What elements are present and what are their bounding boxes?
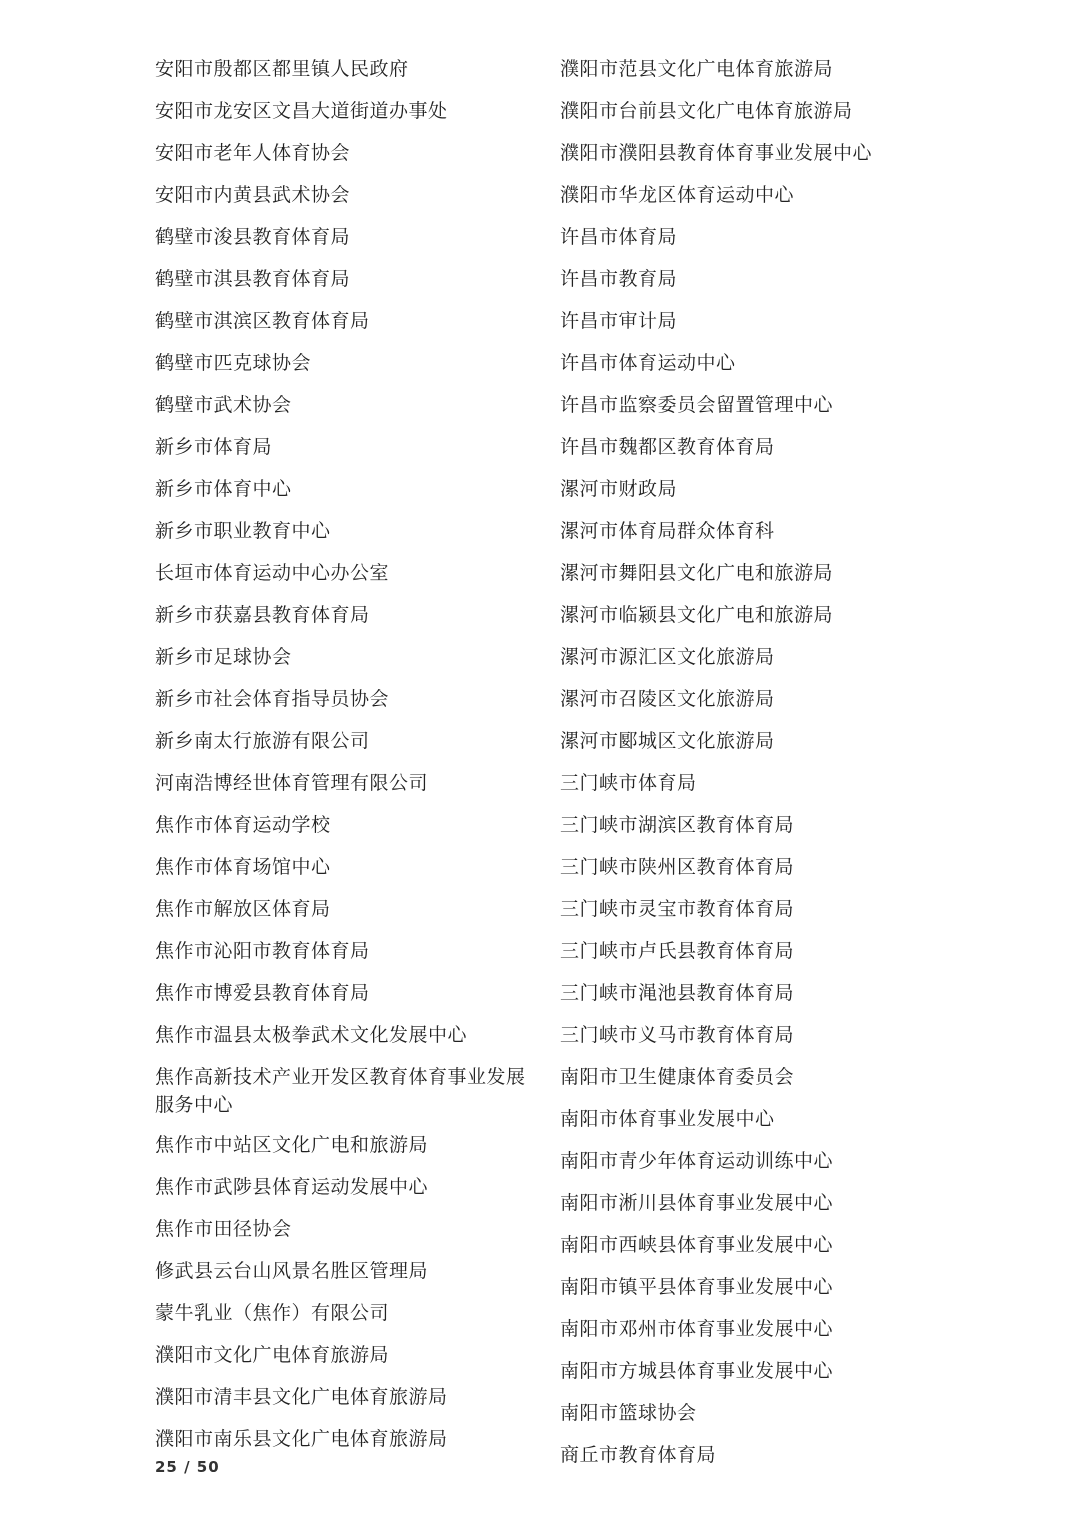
list-item: 许昌市监察委员会留置管理中心 bbox=[560, 394, 834, 416]
list-item: 三门峡市渑池县教育体育局 bbox=[560, 982, 795, 1004]
list-item: 漯河市体育局群众体育科 bbox=[560, 520, 775, 542]
list-item: 焦作市博爱县教育体育局 bbox=[155, 982, 370, 1004]
list-item: 焦作市田径协会 bbox=[155, 1218, 292, 1240]
list-item: 南阳市镇平县体育事业发展中心 bbox=[560, 1276, 834, 1298]
list-item: 修武县云台山风景名胜区管理局 bbox=[155, 1260, 429, 1282]
list-item: 焦作市武陟县体育运动发展中心 bbox=[155, 1176, 429, 1198]
list-item: 濮阳市台前县文化广电体育旅游局 bbox=[560, 100, 853, 122]
list-item: 三门峡市湖滨区教育体育局 bbox=[560, 814, 795, 836]
list-item: 长垣市体育运动中心办公室 bbox=[155, 562, 390, 584]
list-item: 焦作市解放区体育局 bbox=[155, 898, 331, 920]
list-item: 漯河市临颍县文化广电和旅游局 bbox=[560, 604, 834, 626]
list-item: 漯河市舞阳县文化广电和旅游局 bbox=[560, 562, 834, 584]
list-item: 蒙牛乳业（焦作）有限公司 bbox=[155, 1302, 390, 1324]
list-item: 许昌市审计局 bbox=[560, 310, 678, 332]
list-item: 商丘市教育体育局 bbox=[560, 1444, 717, 1466]
list-item: 三门峡市义马市教育体育局 bbox=[560, 1024, 795, 1046]
list-item: 安阳市殷都区都里镇人民政府 bbox=[155, 58, 409, 80]
list-item: 鹤壁市武术协会 bbox=[155, 394, 292, 416]
list-item: 南阳市方城县体育事业发展中心 bbox=[560, 1360, 834, 1382]
list-item: 新乡市体育局 bbox=[155, 436, 273, 458]
list-item: 安阳市内黄县武术协会 bbox=[155, 184, 351, 206]
list-item: 鹤壁市匹克球协会 bbox=[155, 352, 312, 374]
list-item: 鹤壁市淇滨区教育体育局 bbox=[155, 310, 370, 332]
list-item: 三门峡市陕州区教育体育局 bbox=[560, 856, 795, 878]
list-item: 濮阳市范县文化广电体育旅游局 bbox=[560, 58, 834, 80]
list-item: 濮阳市清丰县文化广电体育旅游局 bbox=[155, 1386, 448, 1408]
list-item: 三门峡市灵宝市教育体育局 bbox=[560, 898, 795, 920]
list-item: 新乡市社会体育指导员协会 bbox=[155, 688, 390, 710]
list-item: 漯河市财政局 bbox=[560, 478, 678, 500]
list-item: 濮阳市文化广电体育旅游局 bbox=[155, 1344, 390, 1366]
list-item: 河南浩博经世体育管理有限公司 bbox=[155, 772, 429, 794]
list-item: 新乡市职业教育中心 bbox=[155, 520, 331, 542]
list-item: 南阳市淅川县体育事业发展中心 bbox=[560, 1192, 834, 1214]
list-item: 焦作市体育运动学校 bbox=[155, 814, 331, 836]
left-organization-list bbox=[155, 48, 535, 1460]
page-number: 25 / 50 bbox=[155, 1458, 220, 1476]
list-item: 漯河市源汇区文化旅游局 bbox=[560, 646, 775, 668]
list-item: 新乡南太行旅游有限公司 bbox=[155, 730, 370, 752]
list-item: 濮阳市华龙区体育运动中心 bbox=[560, 184, 795, 206]
list-item: 南阳市卫生健康体育委员会 bbox=[560, 1066, 795, 1088]
list-item: 焦作市温县太极拳武术文化发展中心 bbox=[155, 1024, 468, 1046]
list-item: 新乡市获嘉县教育体育局 bbox=[155, 604, 370, 626]
list-item: 濮阳市濮阳县教育体育事业发展中心 bbox=[560, 142, 873, 164]
list-item: 濮阳市南乐县文化广电体育旅游局 bbox=[155, 1428, 448, 1450]
list-item: 新乡市体育中心 bbox=[155, 478, 292, 500]
list-item: 三门峡市卢氏县教育体育局 bbox=[560, 940, 795, 962]
list-item: 焦作高新技术产业开发区教育体育事业发展服务中心 bbox=[155, 1066, 526, 1116]
list-item: 南阳市青少年体育运动训练中心 bbox=[560, 1150, 834, 1172]
list-item: 漯河市郾城区文化旅游局 bbox=[560, 730, 775, 752]
list-item: 新乡市足球协会 bbox=[155, 646, 292, 668]
list-item: 焦作市沁阳市教育体育局 bbox=[155, 940, 370, 962]
list-item: 许昌市体育运动中心 bbox=[560, 352, 736, 374]
list-item: 焦作市中站区文化广电和旅游局 bbox=[155, 1134, 429, 1156]
list-item: 许昌市体育局 bbox=[560, 226, 678, 248]
list-item: 鹤壁市浚县教育体育局 bbox=[155, 226, 351, 248]
list-item: 南阳市邓州市体育事业发展中心 bbox=[560, 1318, 834, 1340]
list-item: 南阳市西峡县体育事业发展中心 bbox=[560, 1234, 834, 1256]
list-item: 许昌市教育局 bbox=[560, 268, 678, 290]
list-item: 安阳市龙安区文昌大道街道办事处 bbox=[155, 100, 448, 122]
list-item: 三门峡市体育局 bbox=[560, 772, 697, 794]
list-item: 南阳市篮球协会 bbox=[560, 1402, 697, 1424]
list-item: 许昌市魏都区教育体育局 bbox=[560, 436, 775, 458]
list-item: 漯河市召陵区文化旅游局 bbox=[560, 688, 775, 710]
list-item: 焦作市体育场馆中心 bbox=[155, 856, 331, 878]
list-item: 鹤壁市淇县教育体育局 bbox=[155, 268, 351, 290]
list-item: 南阳市体育事业发展中心 bbox=[560, 1108, 775, 1130]
right-organization-list bbox=[560, 48, 940, 1476]
list-item: 安阳市老年人体育协会 bbox=[155, 142, 351, 164]
